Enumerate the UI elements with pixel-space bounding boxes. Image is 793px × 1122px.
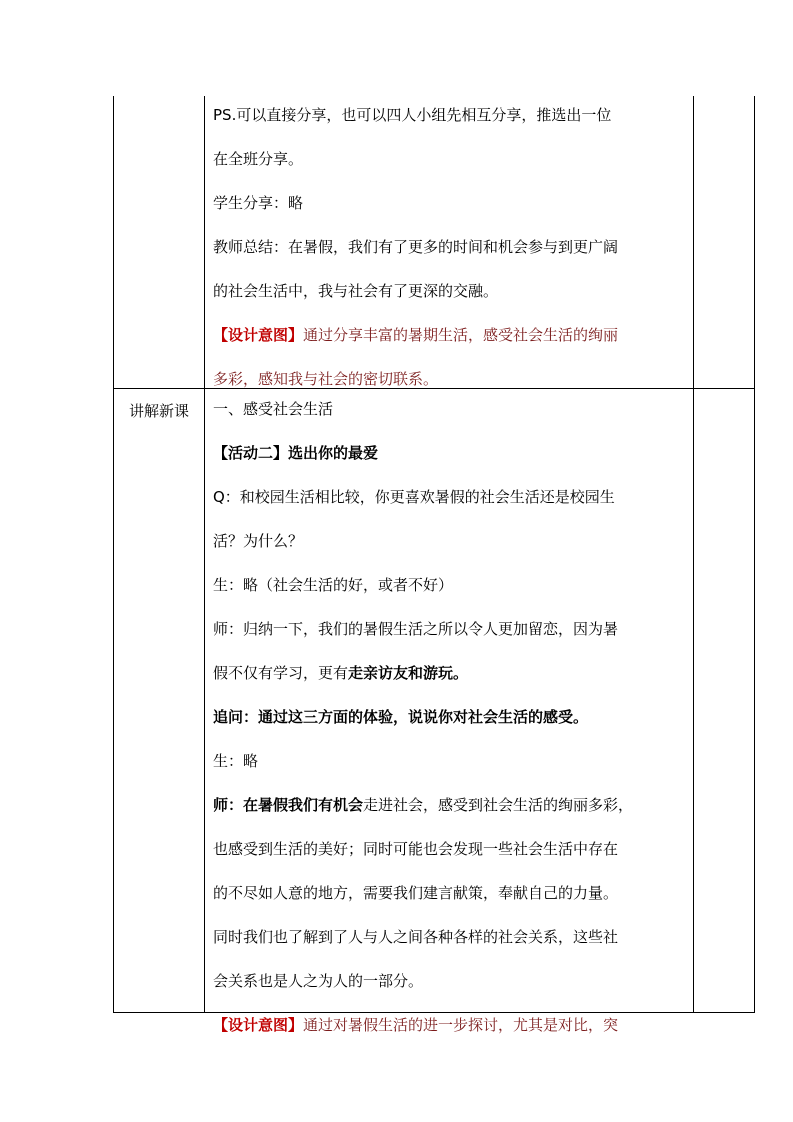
teacher-closing-line-1 (213, 789, 687, 833)
table-border-right (754, 96, 755, 1012)
row1-design-intent-cont: 多彩，感知我与社会的密切联系。 (213, 370, 439, 388)
teacher-summary-line-2 (213, 657, 687, 701)
row1-line-4: 教师总结：在暑假，我们有了更多的时间和机会参与到更广阔 (213, 238, 619, 256)
teacher-summary-text: 假不仅有学习，更有 (213, 664, 349, 682)
activity-title: 【活动二】选出你的最爱 (213, 444, 379, 462)
teacher-closing-line-3: 的不尽如人意的地方，需要我们建言献策，奉献自己的力量。 (213, 884, 619, 902)
row2-content (213, 393, 687, 1053)
row2-design-intent (213, 1009, 687, 1053)
table-border-left (113, 96, 114, 1012)
teacher-closing-line-5: 会关系也是人之为人的一部分。 (213, 972, 424, 990)
student-answer-1: 生：略（社会生活的好，或者不好） (213, 576, 454, 594)
table-divider-label (204, 96, 205, 1012)
table-divider-notes (693, 96, 694, 1012)
row1-line-5: 的社会生活中，我与社会有了更深的交融。 (213, 282, 499, 300)
teacher-summary-line-1: 师：归纳一下，我们的暑假生活之所以令人更加留恋，因为暑 (213, 620, 619, 638)
row1-content (213, 99, 687, 407)
row2-label: 讲解新课 (128, 402, 189, 420)
row1-line-2: 在全班分享。 (213, 150, 304, 168)
teacher-closing-line-2: 也感受到生活的美好；同时可能也会发现一些社会生活中存在 (213, 840, 619, 858)
row1-line-3: 学生分享：略 (213, 194, 304, 212)
section-heading: 一、感受社会生活 (213, 400, 334, 418)
teacher-closing-text: 走进社会，感受到社会生活的绚丽多彩， (363, 796, 634, 814)
teacher-closing-line-4: 同时我们也了解到了人与人之间各种各样的社会关系，这些社 (213, 928, 619, 946)
row1-line-1: PS.可以直接分享，也可以四人小组先相互分享，推选出一位 (213, 106, 612, 124)
follow-up-question: 追问：通过这三方面的体验，说说你对社会生活的感受。 (213, 708, 589, 726)
teacher-closing-emphasis: 师：在暑假我们有机会 (213, 796, 364, 814)
design-intent-text-2: 通过对暑假生活的进一步探讨，尤其是对比，突 (303, 1016, 619, 1034)
question-line-1: Q：和校园生活相比较，你更喜欢暑假的社会生活还是校园生 (213, 488, 615, 506)
question-line-2: 活？为什么？ (213, 532, 304, 550)
student-answer-2: 生：略 (213, 752, 259, 770)
teacher-summary-emphasis: 走亲访友和游玩。 (348, 664, 469, 682)
design-intent-tag: 【设计意图】 (213, 326, 304, 344)
row1-design-intent (213, 319, 687, 363)
design-intent-text: 通过分享丰富的暑期生活，感受社会生活的绚丽 (303, 326, 619, 344)
design-intent-tag-2: 【设计意图】 (213, 1016, 304, 1034)
